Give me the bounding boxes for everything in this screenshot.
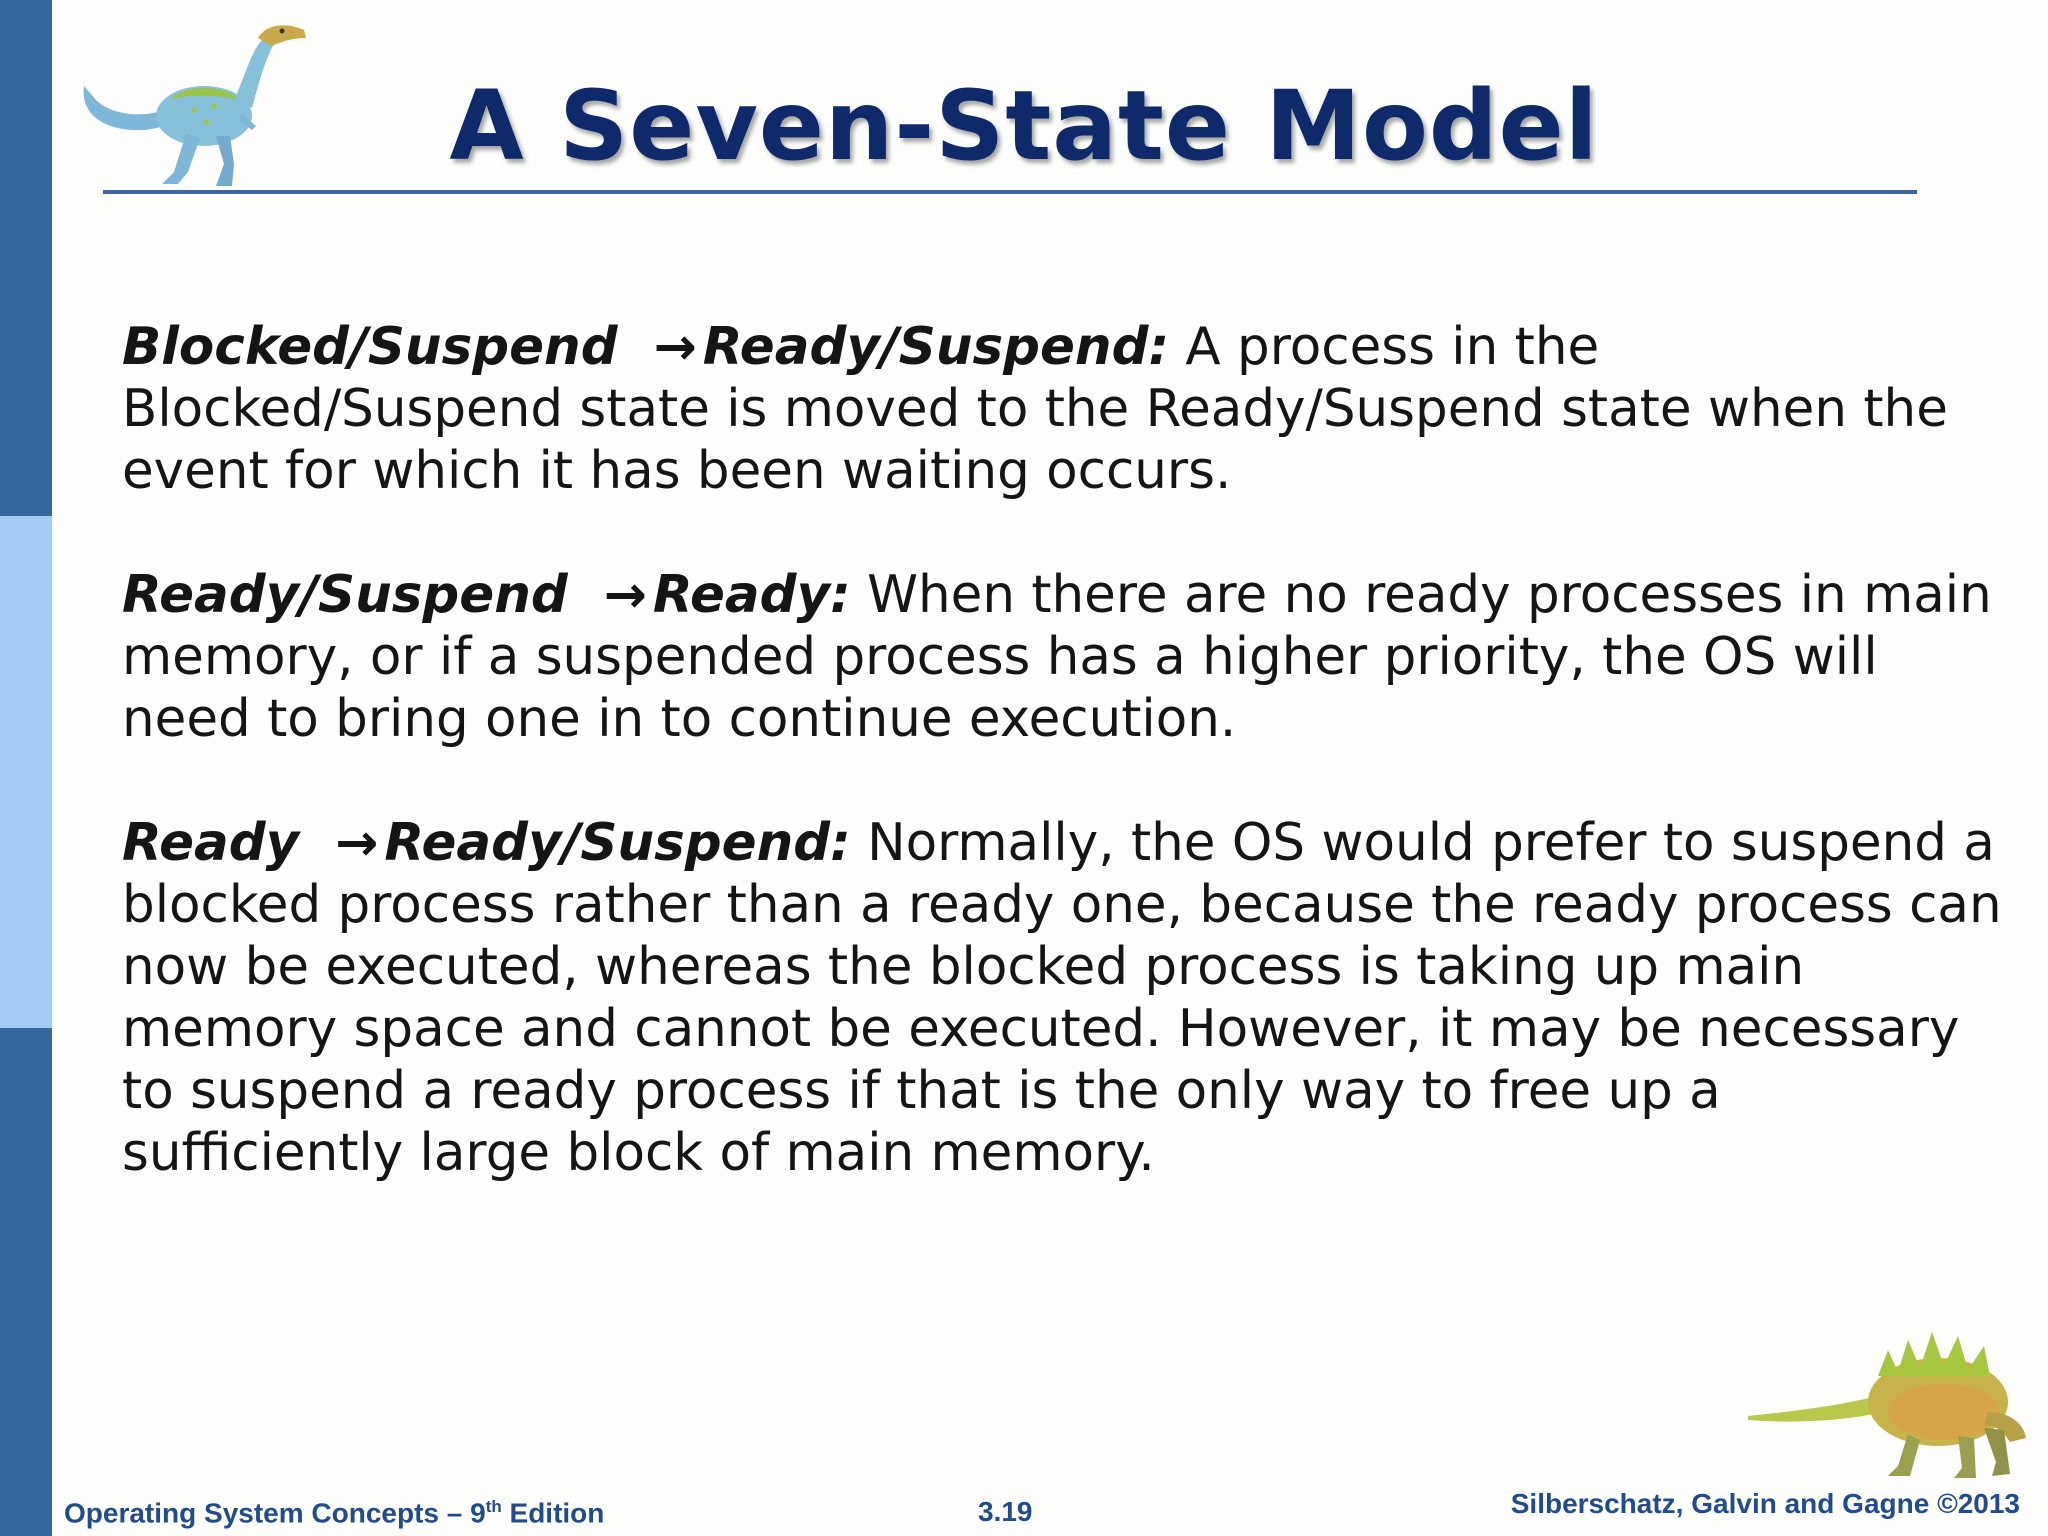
transition-description: When there are no ready processes in main memory, or if a suspended process has a higher priority, the OS will need to bring one in to continue execution. [122,565,1992,749]
transition-description: Normally, the OS would prefer to suspend a blocked process rather than a ready one, because the ready process can now be executed, whereas the blocked process is taking up main memory space and cannot be executed. However, it may be necessary to suspend a ready process if that is the only way to free up a sufficiently large block of main memory. [122,813,2002,1183]
stegosaurus-icon [1748,1316,2028,1480]
accent-bar-segment-bottom [0,1028,52,1536]
state-to: Ready/Suspend: [702,317,1170,377]
arrow-right-icon: → [603,565,647,625]
footer-book-title [64,1497,604,1529]
slide-body [122,316,2002,1246]
state-from: Ready [122,813,300,873]
title-divider [103,190,1917,194]
footer-book-sup: th [485,1497,502,1516]
accent-bar-segment-middle [0,516,52,1028]
slide-title: A Seven-State Model [449,70,1599,182]
transition-description: A process in the Blocked/Suspend state is moved to the Ready/Suspend state when the event for which it has been waiting occurs. [122,317,1948,501]
arrow-right-icon: → [335,813,379,873]
state-to: Ready: [652,565,851,625]
transition-paragraph-1 [122,316,2002,502]
footer-book-suffix: Edition [501,1497,605,1529]
state-from: Ready/Suspend [122,565,568,625]
footer-copyright: Silberschatz, Galvin and Gagne ©2013 [1510,1488,2020,1519]
footer-book-prefix: Operating System Concepts – 9 [64,1497,486,1529]
arrow-right-icon: → [653,317,697,377]
state-from: Blocked/Suspend [122,317,618,377]
state-to: Ready/Suspend: [384,813,851,873]
footer-page-number: 3.19 [978,1496,1033,1527]
transition-paragraph-3 [122,812,2002,1184]
left-accent-bar [0,0,52,1536]
transition-paragraph-2 [122,564,2002,750]
